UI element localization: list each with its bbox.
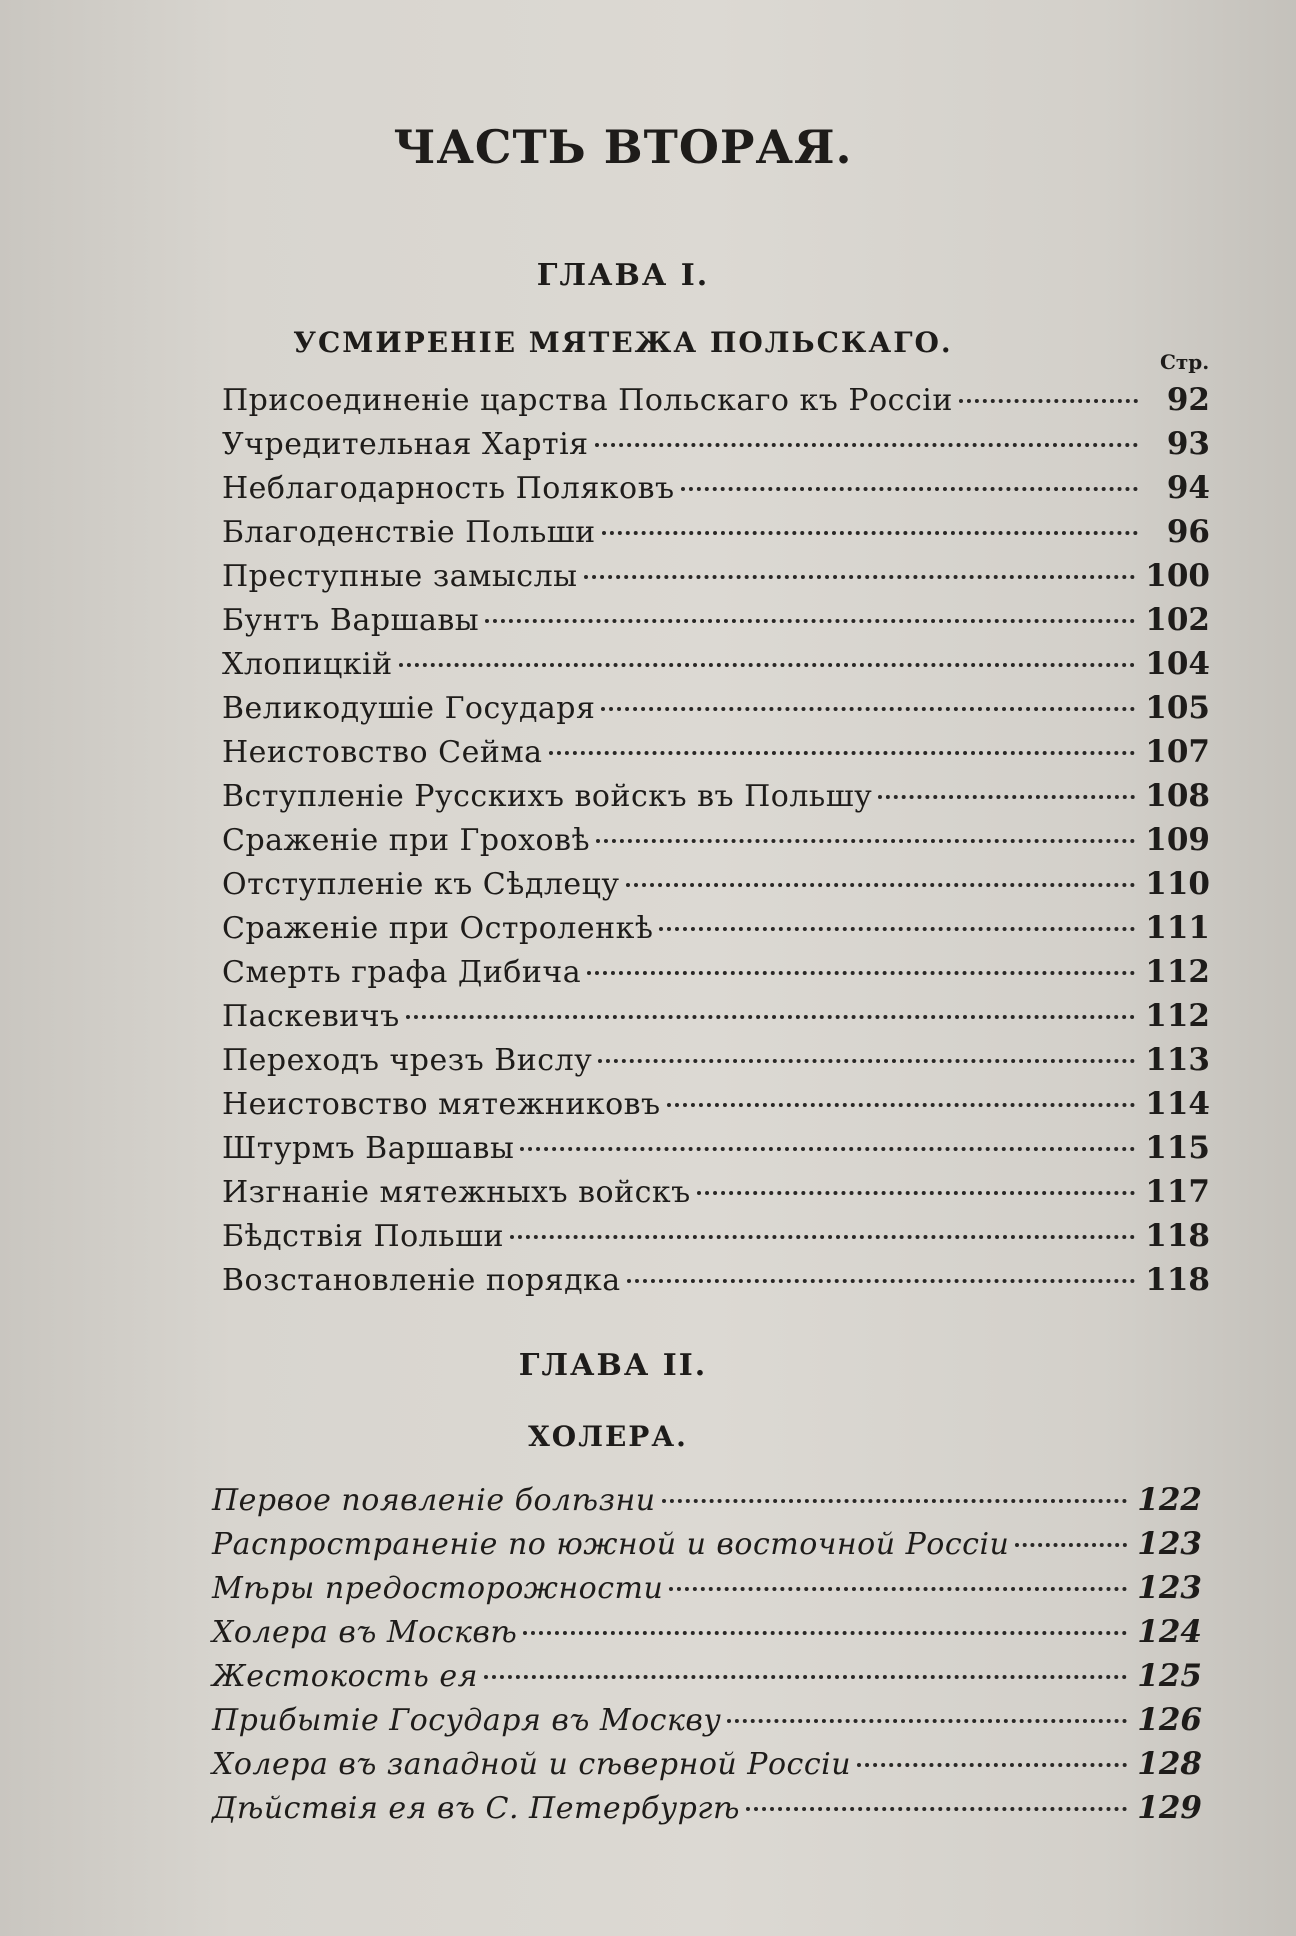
dot-leader [596, 839, 1135, 843]
toc-entry-title: Дѣйствія ея въ С. Петербургѣ [212, 1791, 740, 1826]
dot-leader [598, 1059, 1135, 1063]
toc-entry-page: 112 [1145, 954, 1210, 990]
part-title: ЧАСТЬ ВТОРАЯ. [393, 120, 853, 174]
toc-entry-title: Бѣдствія Польши [222, 1219, 504, 1254]
toc-entry [212, 1702, 1202, 1746]
toc-entry [222, 1174, 1210, 1218]
toc-entry-title: Распространеніе по южной и восточной Россіи [212, 1527, 1010, 1562]
dot-leader [727, 1719, 1127, 1723]
dot-leader [484, 1675, 1127, 1679]
toc-entry-title: Холера въ западной и сѣверной Россіи [212, 1747, 852, 1782]
toc-entry-page: 114 [1145, 1086, 1210, 1122]
toc-entry-page: 124 [1137, 1614, 1202, 1650]
toc-entry-page: 111 [1145, 910, 1210, 946]
toc-entry [222, 690, 1210, 734]
toc-entry [222, 558, 1210, 602]
toc-entry-title: Неистовство Сейма [222, 735, 543, 770]
toc-entry-title: Неблагодарность Поляковъ [222, 471, 675, 506]
toc-entry [222, 910, 1210, 954]
dot-leader [485, 619, 1135, 623]
toc-entry-page: 109 [1145, 822, 1210, 858]
toc-entry-page: 118 [1145, 1218, 1210, 1254]
dot-leader [587, 971, 1135, 975]
toc-entry-page: 117 [1145, 1174, 1210, 1210]
toc-entry-page: 92 [1166, 382, 1210, 418]
dot-leader [857, 1763, 1127, 1767]
dot-leader [669, 1587, 1127, 1591]
toc-entry-title: Неистовство мятежниковъ [222, 1087, 661, 1122]
toc-entry-title: Возстановленіе порядка [222, 1263, 621, 1298]
toc-entry [212, 1570, 1202, 1614]
dot-leader [549, 751, 1136, 755]
toc-entry-title: Холера въ Москвѣ [212, 1615, 518, 1650]
chapter-2-heading: ГЛАВА II. [518, 1348, 708, 1383]
toc-entry [222, 382, 1210, 426]
toc-entry-title: Паскевичъ [222, 999, 400, 1034]
toc-entry [222, 866, 1210, 910]
toc-entry [212, 1482, 1202, 1526]
dot-leader [746, 1807, 1127, 1811]
toc-entry-page: 126 [1137, 1702, 1202, 1738]
toc-entry-title: Изгнаніе мятежныхъ войскъ [222, 1175, 691, 1210]
toc-entry [212, 1746, 1202, 1790]
toc-entry-title: Присоединеніе царства Польскаго къ Россіи [222, 383, 953, 418]
toc-entry [222, 470, 1210, 514]
toc-entry-page: 113 [1145, 1042, 1210, 1078]
chapter-2-subtitle: ХОЛЕРА. [528, 1420, 688, 1453]
dot-leader [959, 399, 1138, 403]
toc-entry-title: Учредительная Хартія [222, 427, 589, 462]
toc-entry-title: Хлопицкій [222, 647, 393, 682]
dot-leader [601, 707, 1135, 711]
toc-entry-title: Штурмъ Варшавы [222, 1131, 515, 1166]
toc-entry [222, 734, 1210, 778]
dot-leader [584, 575, 1136, 579]
toc-entry-page: 104 [1145, 646, 1210, 682]
dot-leader [399, 663, 1136, 667]
dot-leader [406, 1015, 1136, 1019]
toc-entry-title: Великодушіе Государя [222, 691, 596, 726]
toc-entry-title: Мѣры предосторожности [212, 1571, 664, 1606]
toc-entry-title: Бунтъ Варшавы [222, 603, 480, 638]
page-column-label: Стр. [1160, 350, 1210, 374]
chapter-1-heading: ГЛАВА I. [536, 258, 710, 293]
toc-entry [222, 646, 1210, 690]
toc-entry-title: Вступленіе Русскихъ войскъ въ Польшу [222, 779, 873, 814]
dot-leader [520, 1147, 1135, 1151]
dot-leader [602, 531, 1138, 535]
toc-entry [222, 954, 1210, 998]
toc-entry [222, 602, 1210, 646]
dot-leader [662, 1499, 1128, 1503]
dot-leader [523, 1631, 1127, 1635]
dot-leader [667, 1103, 1136, 1107]
toc-entry-page: 105 [1145, 690, 1210, 726]
toc-entry-page: 93 [1166, 426, 1210, 462]
toc-entry-page: 125 [1137, 1658, 1202, 1694]
toc-entry-page: 128 [1137, 1746, 1202, 1782]
dot-leader [697, 1191, 1136, 1195]
toc-entry [222, 778, 1210, 822]
toc-entry-title: Смерть графа Дибича [222, 955, 582, 990]
toc-entry-title: Переходъ чрезъ Вислу [222, 1043, 593, 1078]
toc-entry-page: 122 [1137, 1482, 1202, 1518]
toc-entry [212, 1658, 1202, 1702]
dot-leader [595, 443, 1138, 447]
toc-entry [212, 1790, 1202, 1834]
toc-entry-page: 118 [1145, 1262, 1210, 1298]
toc-entry-page: 110 [1145, 866, 1210, 902]
dot-leader [627, 1279, 1136, 1283]
dot-leader [681, 487, 1138, 491]
toc-entry-page: 108 [1145, 778, 1210, 814]
chapter-1-toc [222, 382, 1210, 1306]
toc-entry-title: Жестокость ея [212, 1659, 478, 1694]
toc-entry [222, 514, 1210, 558]
toc-entry-page: 129 [1137, 1790, 1202, 1826]
toc-entry-page: 123 [1137, 1526, 1202, 1562]
dot-leader [659, 927, 1135, 931]
dot-leader [878, 795, 1135, 799]
toc-entry-title: Благоденствіе Польши [222, 515, 596, 550]
toc-entry-title: Преступные замыслы [222, 559, 578, 594]
chapter-1-subtitle: УСМИРЕНІЕ МЯТЕЖА ПОЛЬСКАГО. [293, 326, 953, 359]
toc-entry-page: 102 [1145, 602, 1210, 638]
dot-leader [626, 883, 1136, 887]
toc-entry-title: Сраженіе при Гроховѣ [222, 823, 591, 858]
toc-entry-page: 94 [1166, 470, 1210, 506]
toc-entry-page: 115 [1145, 1130, 1210, 1166]
dot-leader [1015, 1543, 1127, 1547]
toc-entry [212, 1614, 1202, 1658]
toc-entry [222, 1218, 1210, 1262]
toc-entry [222, 426, 1210, 470]
toc-entry [222, 822, 1210, 866]
toc-entry-page: 123 [1137, 1570, 1202, 1606]
toc-entry [222, 1130, 1210, 1174]
dot-leader [510, 1235, 1135, 1239]
toc-entry [222, 1262, 1210, 1306]
chapter-2-toc [212, 1482, 1202, 1834]
toc-entry-page: 100 [1145, 558, 1210, 594]
toc-entry-title: Первое появленіе болѣзни [212, 1483, 656, 1518]
toc-entry-title: Прибытіе Государя въ Москву [212, 1703, 722, 1738]
toc-entry-page: 96 [1166, 514, 1210, 550]
toc-entry-title: Отступленіе къ Сѣдлецу [222, 867, 620, 902]
toc-entry-page: 112 [1145, 998, 1210, 1034]
toc-entry [222, 1042, 1210, 1086]
toc-entry-page: 107 [1145, 734, 1210, 770]
toc-entry [212, 1526, 1202, 1570]
toc-entry [222, 1086, 1210, 1130]
toc-entry-title: Сраженіе при Остроленкѣ [222, 911, 654, 946]
toc-entry [222, 998, 1210, 1042]
